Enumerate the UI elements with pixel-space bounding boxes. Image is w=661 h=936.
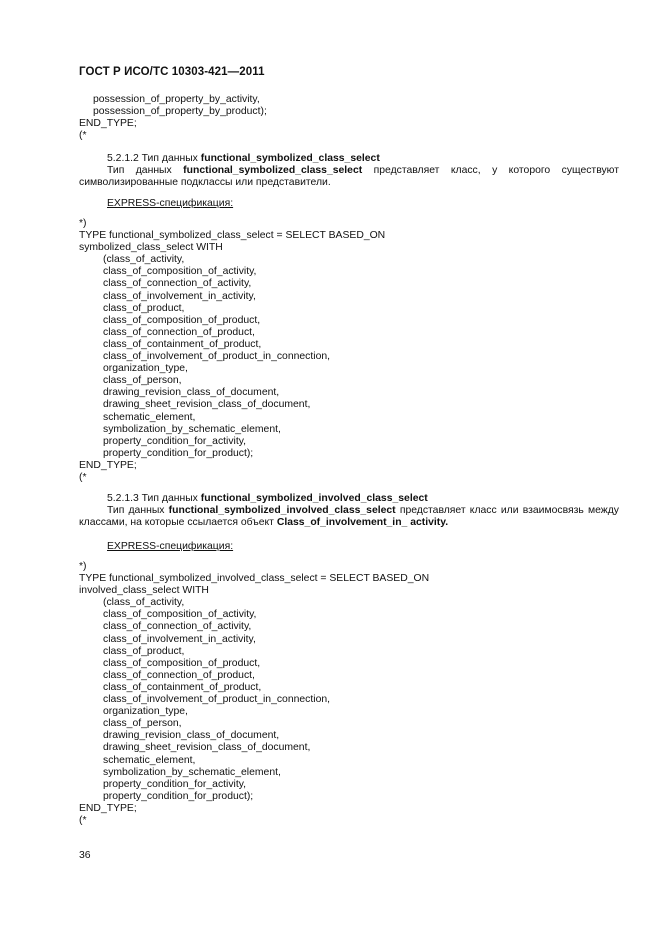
type-name-ref: functional_symbolized_involved_class_select [168,505,396,517]
section-number: 5.2.1.2 [107,153,139,164]
express-label: EXPRESS-спецификация: [107,541,234,552]
code-line: drawing_revision_class_of_document, [103,730,280,742]
section-5-2-1-3 [79,493,619,529]
code-line: class_of_involvement_in_activity, [103,290,256,302]
end-type: END_TYPE; [79,459,137,471]
comment-open: (* [79,471,87,483]
code-line: class_of_composition_of_product, [103,314,261,326]
code-line: drawing_revision_class_of_document, [103,387,280,399]
comment-open: (* [79,814,87,826]
express-code-1 [79,218,619,484]
page-number: 36 [79,850,91,861]
type-name-ref: functional_symbolized_class_select [183,165,363,177]
code-line: property_condition_for_product); [103,790,254,802]
code-line: organization_type, [103,706,188,718]
type-word: Тип данных [141,153,198,164]
code-line: class_of_containment_of_product, [103,681,262,693]
code-line: class_of_person, [103,375,182,387]
code-line: drawing_sheet_revision_class_of_document, [103,742,311,754]
code-line: class_of_involvement_of_product_in_connection, [103,351,331,363]
section-paragraph: Тип данных functional_symbolized_involved_class_select представляет класс или взаимосвязь между классами, на которые ссылается объект Class_of_involvement_in_ activity. [79,505,619,529]
type-declaration-cont: symbolized_class_select WITH [79,242,223,254]
section-5-2-1-2 [79,153,619,189]
type-name: functional_symbolized_class_select [200,153,380,164]
code-line: class_of_containment_of_product, [103,338,262,350]
express-code-2 [79,561,619,827]
code-line: property_condition_for_activity, [103,778,247,790]
code-line: property_condition_for_activity, [103,435,247,447]
code-line: class_of_composition_of_activity, [103,609,257,621]
code-line: class_of_person, [103,718,182,730]
end-type: END_TYPE; [79,802,137,814]
code-line: possession_of_property_by_product); [93,106,267,118]
express-label-1-wrap [79,198,619,210]
code-line: property_condition_for_product); [103,447,254,459]
code-line: class_of_involvement_of_product_in_connection, [103,694,331,706]
code-line: schematic_element, [103,411,196,423]
end-type: END_TYPE; [79,118,137,130]
code-line: class_of_connection_of_product, [103,669,255,681]
code-line: class_of_product, [103,302,185,314]
section-paragraph: Тип данных functional_symbolized_class_select представляет класс, у которого существуют символизированные подклассы или представители. [79,165,620,189]
comment-close: *) [79,218,87,229]
section-heading [79,153,619,165]
code-line: symbolization_by_schematic_element, [103,423,281,435]
document-header: ГОСТ Р ИСО/ТС 10303-421—2011 [79,66,265,78]
code-line: class_of_involvement_in_activity, [103,633,256,645]
code-line: class_of_composition_of_activity, [103,266,257,278]
section-heading [79,493,619,505]
comment-open: (* [79,130,87,142]
section-number: 5.2.1.3 [107,493,139,504]
code-line: class_of_connection_of_product, [103,326,255,338]
comment-close: *) [79,561,87,572]
code-line: schematic_element, [103,754,196,766]
type-name: functional_symbolized_involved_class_select [200,493,428,504]
code-line: class_of_composition_of_product, [103,657,261,669]
type-word: Тип данных [141,493,198,504]
express-label-2-wrap [79,541,619,553]
top-continuation [79,94,619,142]
code-line: drawing_sheet_revision_class_of_document, [103,399,311,411]
code-line: symbolization_by_schematic_element, [103,766,281,778]
express-label: EXPRESS-спецификация: [107,198,234,209]
code-line: (class_of_activity, [103,597,185,609]
entity-ref: Class_of_involvement_in_ activity. [276,517,449,529]
code-line: class_of_product, [103,645,185,657]
type-declaration: TYPE functional_symbolized_involved_class_select = SELECT BASED_ON [79,573,430,585]
type-declaration-cont: involved_class_select WITH [79,585,209,597]
code-line: class_of_connection_of_activity, [103,621,252,633]
code-line: organization_type, [103,363,188,375]
code-line: class_of_connection_of_activity, [103,278,252,290]
type-declaration: TYPE functional_symbolized_class_select = SELECT BASED_ON [79,230,386,242]
code-line: possession_of_property_by_activity, [93,94,260,105]
code-line: (class_of_activity, [103,254,185,266]
